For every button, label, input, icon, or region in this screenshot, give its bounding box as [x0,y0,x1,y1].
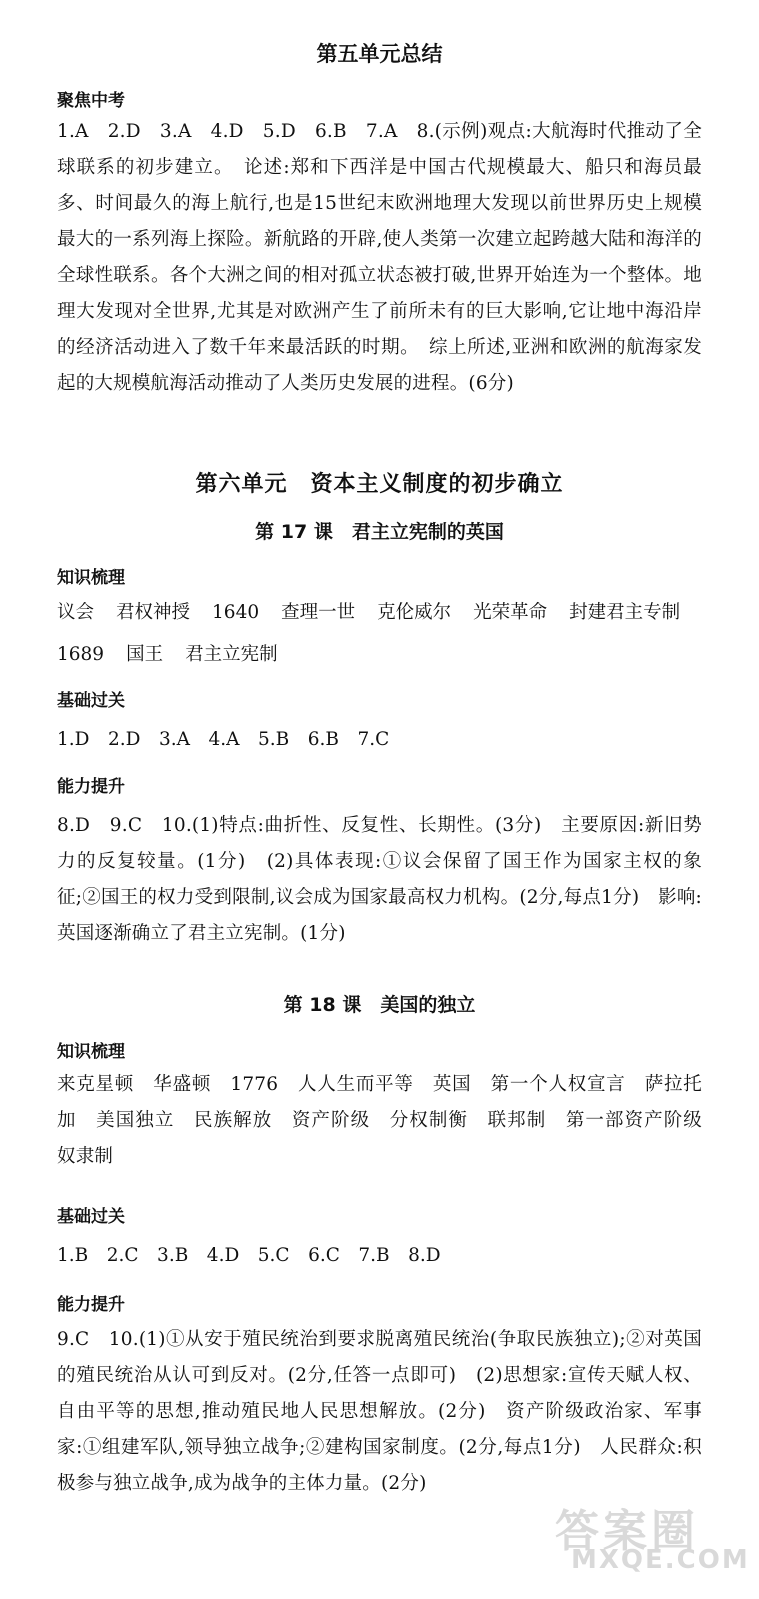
lesson18-knowledge-text: 来克星顿 华盛顿 1776 人人生而平等 英国 第一个人权宣言 萨拉托加 美国独立 民族解放 资产阶级 分权制衡 联邦制 第一部资产阶级 奴隶制 [57,1074,721,1167]
lesson17-knowledge-label: 知识梳理 [57,568,125,588]
lesson17-basic-label: 基础过关 [57,691,125,711]
unit5-section-label: 聚焦中考 [57,91,125,111]
lesson18-title: 第 18 课 美国的独立 [283,994,476,1016]
lesson17-basic-answers: 1.D 2.D 3.A 4.A 5.B 6.B 7.C [57,729,390,750]
lesson18-basic-label: 基础过关 [57,1207,125,1227]
knowledge-item: 议会 [57,602,95,623]
knowledge-item: 1640 [212,602,260,623]
lesson17-ability-answers: 8.D 9.C 10.(1)特点:曲折性、反复性、长期性。(3分) 主要原因:新旧势力的反复较量。(1分) (2)具体表现:①议会保留了国王作为国家主权的象征;②国王的权力受到限制,议会成为国家最高权力机构。(2分,每点1分) 影响:英国逐渐确立了君主立宪制。(1分) [57,815,702,944]
lesson17-ability-label: 能力提升 [57,777,125,797]
knowledge-item: 君权神授 [116,602,191,623]
knowledge-item: 封建君主专制 [569,602,681,623]
unit6-title: 第六单元 资本主义制度的初步确立 [195,472,564,497]
knowledge-item: 国王 [126,644,164,665]
knowledge-item: 君主立宪制 [185,644,278,665]
lesson18-ability-label: 能力提升 [57,1295,125,1315]
knowledge-item: 光荣革命 [473,602,548,623]
lesson17-title: 第 17 课 君主立宪制的英国 [255,521,504,543]
knowledge-item: 1689 [57,644,105,665]
lesson18-knowledge-label: 知识梳理 [57,1042,125,1062]
lesson17-knowledge-line1 [57,595,702,631]
unit5-title: 第五单元总结 [316,42,443,66]
knowledge-item: 克伦威尔 [377,602,452,623]
lesson18-basic-answers: 1.B 2.C 3.B 4.D 5.C 6.C 7.B 8.D [57,1245,441,1266]
site-watermark [531,1495,750,1575]
lesson18-ability-answers: 9.C 10.(1)①从安于殖民统治到要求脱离殖民统治(争取民族独立);②对英国的殖民统治从认可到反对。(2分,任答一点即可) (2)思想家:宣传天赋人权、自由平等的思想,推动殖民地人民思想解放。(2分) 资产阶级政治家、军事家:①组建军队,领导独立战争;②建构国家制度。(2分,每点1分) 人民群众:积极参与独立战争,成为战争的主体力量。(2分) [57,1329,702,1494]
watermark-url-text: MXQE.COM [571,1545,750,1575]
unit5-answers: 1.A 2.D 3.A 4.D 5.D 6.B 7.A 8.(示例)观点:大航海时代推动了全球联系的初步建立。 论述:郑和下西洋是中国古代规模最大、船只和海员最多、时间最久的海上航行,也是15世纪末欧洲地理大发现以前世界历史上规模最大的一系列海上探险。新航路的开辟,使人类第一次建立起跨越大陆和海洋的全球性联系。各个大洲之间的相对孤立状态被打破,世界开始连为一个整体。地理大发现对全世界,尤其是对欧洲产生了前所未有的巨大影响,它让地中海沿岸的经济活动进入了数千年来最活跃的时期。 综上所述,亚洲和欧洲的航海家发起的大规模航海活动推动了人类历史发展的进程。(6分) [57,121,702,394]
knowledge-item: 查理一世 [281,602,356,623]
lesson17-knowledge-line2 [57,637,702,673]
watermark-cn-text: 答案圈 [555,1506,699,1557]
